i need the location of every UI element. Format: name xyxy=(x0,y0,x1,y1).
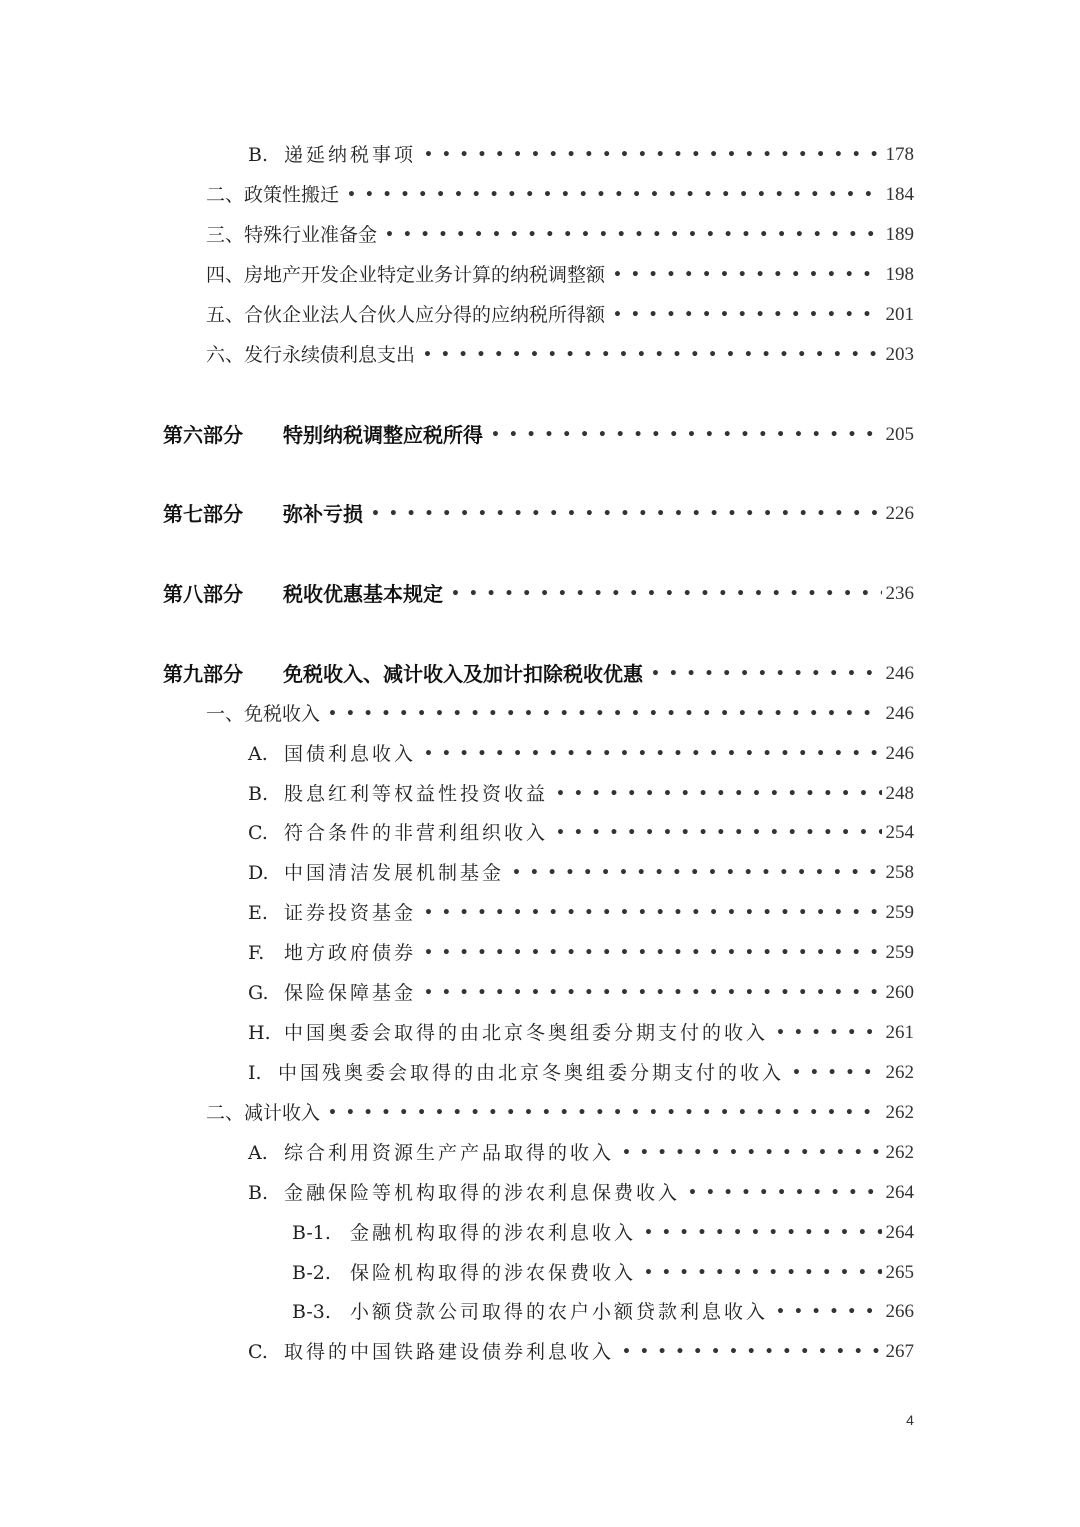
toc-entry[interactable] xyxy=(206,175,914,215)
toc-entry-title: 中国残奥委会取得的由北京冬奥组委分期支付的收入 xyxy=(278,1062,785,1084)
toc-entry-page: 226 xyxy=(885,503,914,524)
toc-entry-label xyxy=(248,135,416,175)
toc-part-entry[interactable] xyxy=(163,574,914,614)
toc-entry-code: C. xyxy=(248,1341,268,1363)
toc-entry-code: B-3. xyxy=(292,1301,331,1323)
toc-entry-page: 246 xyxy=(885,703,914,724)
dot-leader xyxy=(688,1173,881,1213)
toc-entry-page: 254 xyxy=(885,822,914,843)
toc-entry-label xyxy=(292,1253,636,1293)
toc-entry-code: F. xyxy=(248,942,265,964)
toc-entry-label xyxy=(248,1173,680,1213)
toc-entry-page: 178 xyxy=(885,144,914,165)
toc-entry-page: 236 xyxy=(885,583,914,604)
toc-entry-title: 金融保险等机构取得的涉农利息保费收入 xyxy=(284,1182,681,1204)
toc-entry-page: 259 xyxy=(885,942,914,963)
toc-entry-code: A. xyxy=(248,743,268,765)
dot-leader xyxy=(556,774,881,814)
toc-entry-label xyxy=(206,694,320,734)
dot-leader xyxy=(424,933,881,973)
dot-leader xyxy=(776,1292,881,1332)
dot-leader xyxy=(371,494,882,534)
toc-entry-code: A. xyxy=(248,1142,268,1164)
toc-entry-page: 184 xyxy=(885,184,914,205)
toc-entry-title: 二、减计收入 xyxy=(206,1102,321,1124)
toc-entry-title: 特别纳税调整应税所得 xyxy=(283,423,483,447)
toc-part-entry[interactable] xyxy=(163,654,914,694)
dot-leader xyxy=(423,335,881,375)
toc-entry-title: 递延纳税事项 xyxy=(284,144,417,166)
dot-leader xyxy=(328,694,881,734)
toc-entry-label xyxy=(206,215,377,255)
dot-leader xyxy=(424,734,881,774)
toc-entry-title: 国债利息收入 xyxy=(284,743,417,765)
dot-leader xyxy=(644,1253,881,1293)
toc-entry[interactable] xyxy=(248,774,914,814)
page-number: 4 xyxy=(906,1412,914,1428)
toc-entry-code: B. xyxy=(248,1182,269,1204)
toc-entry-page: 261 xyxy=(885,1022,914,1043)
dot-leader xyxy=(613,255,881,295)
toc-entry-code: B. xyxy=(248,144,269,166)
toc-entry-title: 弥补亏损 xyxy=(283,502,363,526)
toc-entry-page: 266 xyxy=(885,1301,914,1322)
dot-leader xyxy=(622,1332,881,1372)
toc-entry-page: 264 xyxy=(885,1222,914,1243)
toc-entry[interactable] xyxy=(206,335,914,375)
toc-entry-title: 符合条件的非营利组织收入 xyxy=(284,822,549,844)
dot-leader xyxy=(613,295,881,335)
toc-entry-title: 三、特殊行业准备金 xyxy=(206,224,378,246)
toc-entry-code: D. xyxy=(248,862,269,884)
toc-entry[interactable] xyxy=(248,813,914,853)
toc-entry-label xyxy=(248,853,504,893)
toc-entry-page: 264 xyxy=(885,1182,914,1203)
toc-entry-code: B. xyxy=(248,783,269,805)
toc-entry-label xyxy=(206,335,415,375)
toc-entry-label xyxy=(248,893,416,933)
toc-part-number: 第八部分 xyxy=(163,582,243,606)
toc-entry-page: 246 xyxy=(885,743,914,764)
toc-entry[interactable] xyxy=(248,933,914,973)
toc-entry-page: 262 xyxy=(885,1102,914,1123)
toc-entry-title: 四、房地产开发企业特定业务计算的纳税调整额 xyxy=(206,264,606,286)
toc-entry-page: 262 xyxy=(885,1062,914,1083)
toc-entry-label xyxy=(163,415,483,455)
toc-entry-title: 保险保障基金 xyxy=(284,982,417,1004)
toc-entry-title: 综合利用资源生产产品取得的收入 xyxy=(284,1142,615,1164)
dot-leader xyxy=(424,893,881,933)
toc-entry[interactable] xyxy=(206,295,914,335)
toc-entry-label xyxy=(248,1332,614,1372)
toc-entry-page: 258 xyxy=(885,862,914,883)
toc-entry-label xyxy=(292,1292,768,1332)
toc-entry[interactable] xyxy=(248,734,914,774)
toc-entry-page: 267 xyxy=(885,1341,914,1362)
toc-entry-page: 201 xyxy=(885,304,914,325)
toc-part-entry[interactable] xyxy=(163,494,914,534)
toc-entry[interactable] xyxy=(248,1053,914,1093)
dot-leader xyxy=(556,813,881,853)
dot-leader xyxy=(651,654,882,694)
toc-part-number: 第九部分 xyxy=(163,662,243,686)
toc-entry[interactable] xyxy=(206,694,914,734)
toc-entry-title: 保险机构取得的涉农保费收入 xyxy=(350,1262,637,1284)
dot-leader xyxy=(385,215,881,255)
toc-entry-code: C. xyxy=(248,822,268,844)
toc-entry-code: I. xyxy=(248,1062,262,1084)
toc-entry-page: 262 xyxy=(885,1142,914,1163)
toc-entry-title: 五、合伙企业法人合伙人应分得的应纳税所得额 xyxy=(206,304,606,326)
toc-entry-label xyxy=(206,295,605,335)
toc-entry-label xyxy=(248,734,416,774)
toc-entry-page: 246 xyxy=(885,663,914,684)
toc-entry-title: 中国清洁发展机制基金 xyxy=(284,862,505,884)
dot-leader xyxy=(347,175,881,215)
toc-entry[interactable] xyxy=(292,1213,914,1253)
toc-entry-code: E. xyxy=(248,902,268,924)
toc-entry[interactable] xyxy=(206,215,914,255)
toc-entry-label xyxy=(292,1213,636,1253)
dot-leader xyxy=(424,973,881,1013)
toc-entry-code: H. xyxy=(248,1022,271,1044)
toc-entry[interactable] xyxy=(248,973,914,1013)
toc-entry-label xyxy=(248,1053,784,1093)
toc-entry-page: 265 xyxy=(885,1262,914,1283)
toc-entry-label xyxy=(206,175,339,215)
toc-entry-title: 税收优惠基本规定 xyxy=(283,582,443,606)
toc-entry-page: 259 xyxy=(885,902,914,923)
toc-entry-label xyxy=(163,574,443,614)
toc-entry-page: 205 xyxy=(885,424,914,445)
toc-entry-code: G. xyxy=(248,982,269,1004)
toc-entry-label xyxy=(248,973,416,1013)
dot-leader xyxy=(328,1093,881,1133)
toc-entry-page: 260 xyxy=(885,982,914,1003)
toc-entry-title: 取得的中国铁路建设债券利息收入 xyxy=(284,1341,615,1363)
toc-entry-label xyxy=(248,1013,768,1053)
dot-leader xyxy=(792,1053,881,1093)
toc-entry[interactable] xyxy=(248,853,914,893)
toc-entry-title: 中国奥委会取得的由北京冬奥组委分期支付的收入 xyxy=(284,1022,769,1044)
toc-entry-page: 198 xyxy=(885,264,914,285)
toc-entry-page: 248 xyxy=(885,783,914,804)
toc-entry-title: 金融机构取得的涉农利息收入 xyxy=(350,1222,637,1244)
toc-entry[interactable] xyxy=(248,135,914,175)
dot-leader xyxy=(512,853,881,893)
toc-entry-title: 股息红利等权益性投资收益 xyxy=(284,783,549,805)
dot-leader xyxy=(491,415,882,455)
toc-entry-title: 小额贷款公司取得的农户小额贷款利息收入 xyxy=(350,1301,769,1323)
toc-entry-label xyxy=(248,933,416,973)
toc-entry-title: 一、免税收入 xyxy=(206,703,321,725)
toc-entry[interactable] xyxy=(248,1332,914,1372)
toc-entry-code: B-1. xyxy=(292,1222,331,1244)
dot-leader xyxy=(622,1133,881,1173)
toc-entry[interactable] xyxy=(248,1013,914,1053)
toc-entry-title: 证券投资基金 xyxy=(284,902,417,924)
toc-entry-label xyxy=(248,1133,614,1173)
toc-entry[interactable] xyxy=(292,1253,914,1293)
toc-entry-title: 六、发行永续债利息支出 xyxy=(206,344,416,366)
toc-entry-title: 免税收入、减计收入及加计扣除税收优惠 xyxy=(283,662,643,686)
toc-part-entry[interactable] xyxy=(163,415,914,455)
toc-entry-label xyxy=(206,1093,320,1133)
toc-entry-label xyxy=(206,255,605,295)
toc-entry-label xyxy=(248,813,548,853)
toc-entry[interactable] xyxy=(292,1292,914,1332)
toc-part-number: 第六部分 xyxy=(163,423,243,447)
toc-entry-label xyxy=(163,494,363,534)
toc-entry-code: B-2. xyxy=(292,1262,331,1284)
dot-leader xyxy=(776,1013,881,1053)
dot-leader xyxy=(451,574,882,614)
toc-entry-label xyxy=(248,774,548,814)
toc-entry[interactable] xyxy=(248,1173,914,1213)
toc-entry[interactable] xyxy=(206,255,914,295)
toc-entry[interactable] xyxy=(248,1133,914,1173)
toc-entry-title: 地方政府债券 xyxy=(284,942,417,964)
toc-entry[interactable] xyxy=(206,1093,914,1133)
toc-entry-label xyxy=(163,654,643,694)
toc-entry[interactable] xyxy=(248,893,914,933)
dot-leader xyxy=(644,1213,881,1253)
toc-entry-page: 203 xyxy=(885,344,914,365)
toc-part-number: 第七部分 xyxy=(163,502,243,526)
dot-leader xyxy=(424,135,881,175)
toc-entry-title: 二、政策性搬迁 xyxy=(206,184,340,206)
toc-entry-page: 189 xyxy=(885,224,914,245)
